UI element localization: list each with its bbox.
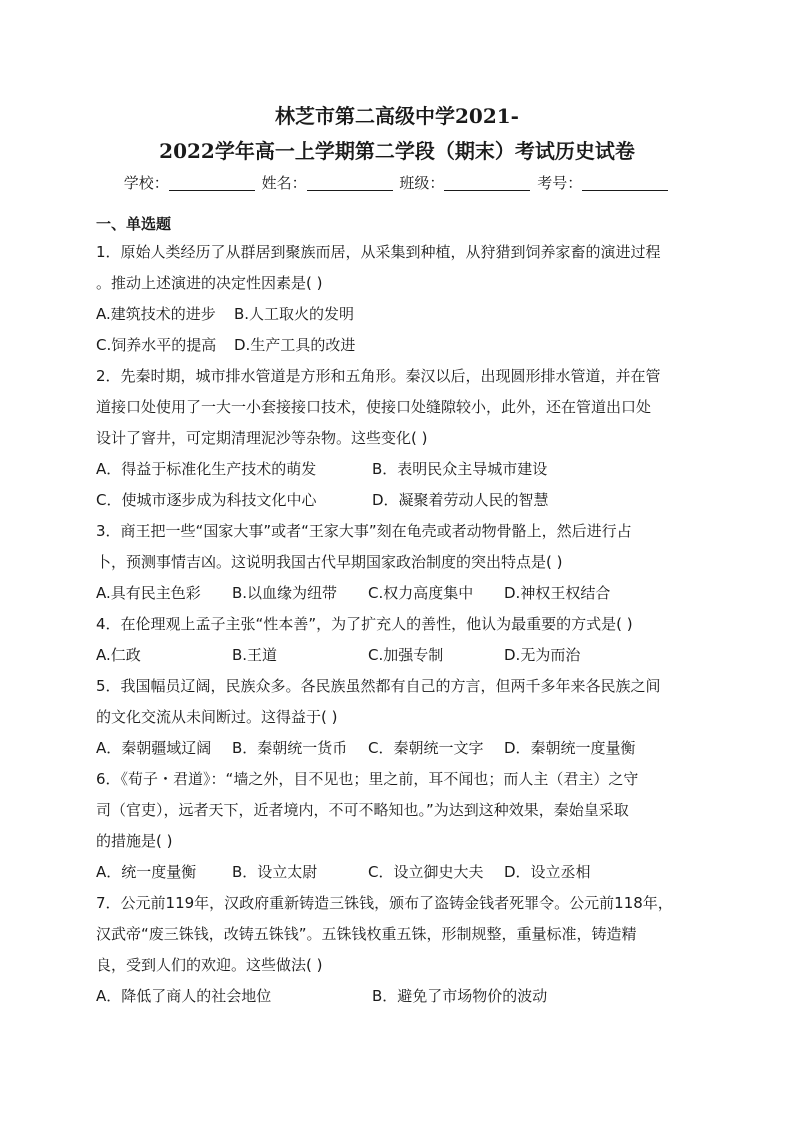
option-row [96,981,700,1012]
question-stem-line: 1．原始人类经历了从群居到聚族而居，从采集到种植，从狩猎到饲养家畜的演进过程 [96,243,661,261]
answer-option[interactable]: C．秦朝统一文字 [368,739,484,757]
exam-title-line-2: 2022学年高一上学期第二学段（期末）考试历史试卷 [159,139,635,163]
option-row [96,640,700,671]
answer-option[interactable]: A．统一度量衡 [96,863,197,881]
question-stem-line: 4．在伦理观上孟子主张“性本善”，为了扩充人的善性，他认为最重要的方式是( ) [96,615,633,633]
answer-option[interactable]: A．秦朝疆域辽阔 [96,739,212,757]
class-label: 班级： [399,174,445,192]
question-stem-line: 2．先秦时期，城市排水管道是方形和五角形。秦汉以后，出现圆形排水管道，并在管 [96,367,661,385]
option-row [96,454,700,485]
question-stem-line: 汉武帝“废三铢钱，改铸五铢钱”。五铢钱枚重五铢，形制规整，重量标准，铸造精 [96,925,637,943]
answer-option[interactable]: A.建筑技术的进步 [96,305,216,323]
answer-option[interactable]: D.生产工具的改进 [234,336,356,354]
option-row [96,733,700,764]
answer-option[interactable]: D．凝聚着劳动人民的智慧 [372,491,549,509]
answer-option[interactable]: B.人工取火的发明 [234,305,355,323]
question-stem-line: 5．我国幅员辽阔，民族众多。各民族虽然都有自己的方言，但两千多年来各民族之间 [96,677,661,695]
answer-option[interactable]: B.王道 [232,646,278,664]
question-stem-line: 7．公元前119年，汉政府重新铸造三铢钱，颁布了盗铸金钱者死罪令。公元前118年， [96,894,673,912]
question-stem-line: 的措施是( ) [96,832,173,850]
question-stem-line: 。推动上述演进的决定性因素是( ) [96,274,323,292]
exam-title-line-1: 林芝市第二高级中学2021- [275,104,519,128]
answer-option[interactable]: B．设立太尉 [232,863,318,881]
question-2 [96,361,700,516]
answer-option[interactable]: A.仁政 [96,646,141,664]
answer-option[interactable]: C.权力高度集中 [368,584,474,602]
name-label: 姓名： [261,174,307,192]
answer-option[interactable]: B．表明民众主导城市建设 [372,460,548,478]
answer-option[interactable]: C.饲养水平的提高 [96,336,217,354]
answer-option[interactable]: B.以血缘为纽带 [232,584,338,602]
answer-option[interactable]: A．降低了商人的社会地位 [96,987,272,1005]
number-blank [582,176,668,191]
question-7 [96,888,700,1012]
option-row [96,485,700,516]
answer-option[interactable]: A．得益于标准化生产技术的萌发 [96,460,317,478]
answer-option[interactable]: D．设立丞相 [504,863,591,881]
question-stem-line: 道接口处使用了一大一小套接接口技术，使接口处缝隙较小，此外，还在管道出口处 [96,398,652,416]
question-1 [96,237,700,361]
question-stem-line: 的文化交流从未间断过。这得益于( ) [96,708,338,726]
question-6 [96,764,700,888]
student-info-row [0,172,794,193]
question-stem-line: 3．商王把一些“国家大事”或者“王家大事”刻在龟壳或者动物骨骼上，然后进行占 [96,522,632,540]
answer-option[interactable]: D．秦朝统一度量衡 [504,739,636,757]
option-row [96,299,700,330]
option-row [96,578,700,609]
answer-option[interactable]: B．避免了市场物价的波动 [372,987,548,1005]
answer-option[interactable]: D.神权王权结合 [504,584,611,602]
question-stem-line: 6．《荀子・君道》：“墙之外，目不见也；里之前，耳不闻也；而人主（君主）之守 [96,770,639,788]
question-3 [96,516,700,609]
section-heading: 一、单选题 [96,215,172,233]
option-row [96,330,700,361]
name-blank [307,176,393,191]
number-label: 考号： [537,174,583,192]
answer-option[interactable]: C．使城市逐步成为科技文化中心 [96,491,317,509]
option-row [96,857,700,888]
question-stem-line: 司（官吏），远者天下，近者境内，不可不略知也。”为达到这种效果，秦始皇采取 [96,801,629,819]
class-blank [444,176,530,191]
question-stem-line: 卜，预测事情吉凶。这说明我国古代早期国家政治制度的突出特点是( ) [96,553,563,571]
school-blank [169,176,255,191]
answer-option[interactable]: D.无为而治 [504,646,581,664]
answer-option[interactable]: A.具有民主色彩 [96,584,201,602]
question-stem-line: 良，受到人们的欢迎。这些做法( ) [96,956,323,974]
question-4 [96,609,700,671]
question-list [96,237,700,1012]
question-5 [96,671,700,764]
school-label: 学校： [123,174,169,192]
answer-option[interactable]: C．设立御史大夫 [368,863,484,881]
question-stem-line: 设计了窨井，可定期清理泥沙等杂物。这些变化( ) [96,429,428,447]
answer-option[interactable]: C.加强专制 [368,646,444,664]
answer-option[interactable]: B．秦朝统一货币 [232,739,348,757]
